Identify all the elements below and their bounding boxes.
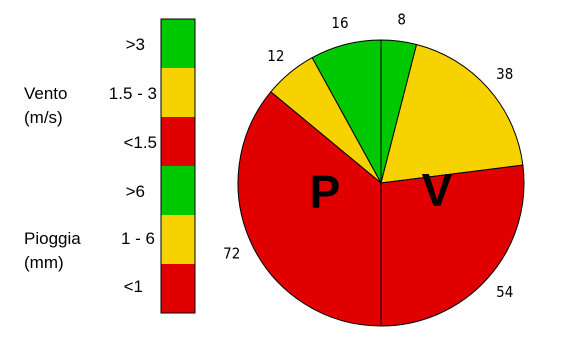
legend-swatch-wind-low bbox=[161, 117, 195, 166]
pie-value-label-p-yellow: 12 bbox=[267, 46, 285, 65]
pie-value-label-p-green: 16 bbox=[331, 14, 349, 33]
pie-value-label-v-yellow: 38 bbox=[496, 64, 514, 83]
legend-label-rain-low: <1 bbox=[123, 277, 143, 296]
legend-label-rain-high: >6 bbox=[125, 182, 145, 201]
legend-swatch-wind-high bbox=[161, 19, 195, 68]
half-label-wind: V bbox=[421, 164, 453, 216]
legend-swatch-wind-mid bbox=[161, 68, 195, 117]
legend-label-rain-mid: 1 - 6 bbox=[120, 229, 155, 248]
legend-swatch-rain-high bbox=[161, 166, 195, 215]
legend-label-wind-high: >3 bbox=[125, 35, 145, 54]
pie-value-label-v-green: 8 bbox=[397, 10, 406, 29]
legend-unit-wind: (m/s) bbox=[24, 108, 63, 127]
legend-color-bar bbox=[161, 19, 195, 313]
pie-value-label-p-red: 72 bbox=[223, 244, 241, 263]
legend-label-wind-mid: 1.5 - 3 bbox=[108, 84, 157, 103]
legend-swatch-rain-mid bbox=[161, 215, 195, 264]
legend-swatch-rain-low bbox=[161, 264, 195, 313]
pie-chart bbox=[238, 40, 524, 326]
half-label-rain: P bbox=[309, 166, 341, 218]
legend-unit-rain: (mm) bbox=[24, 253, 64, 272]
legend-title-rain: Pioggia bbox=[24, 229, 81, 248]
legend-label-wind-low: <1.5 bbox=[123, 133, 157, 152]
pie-value-label-v-red: 54 bbox=[496, 283, 514, 302]
legend-title-wind: Vento bbox=[24, 84, 68, 103]
pie-slice-v-red bbox=[381, 165, 524, 326]
